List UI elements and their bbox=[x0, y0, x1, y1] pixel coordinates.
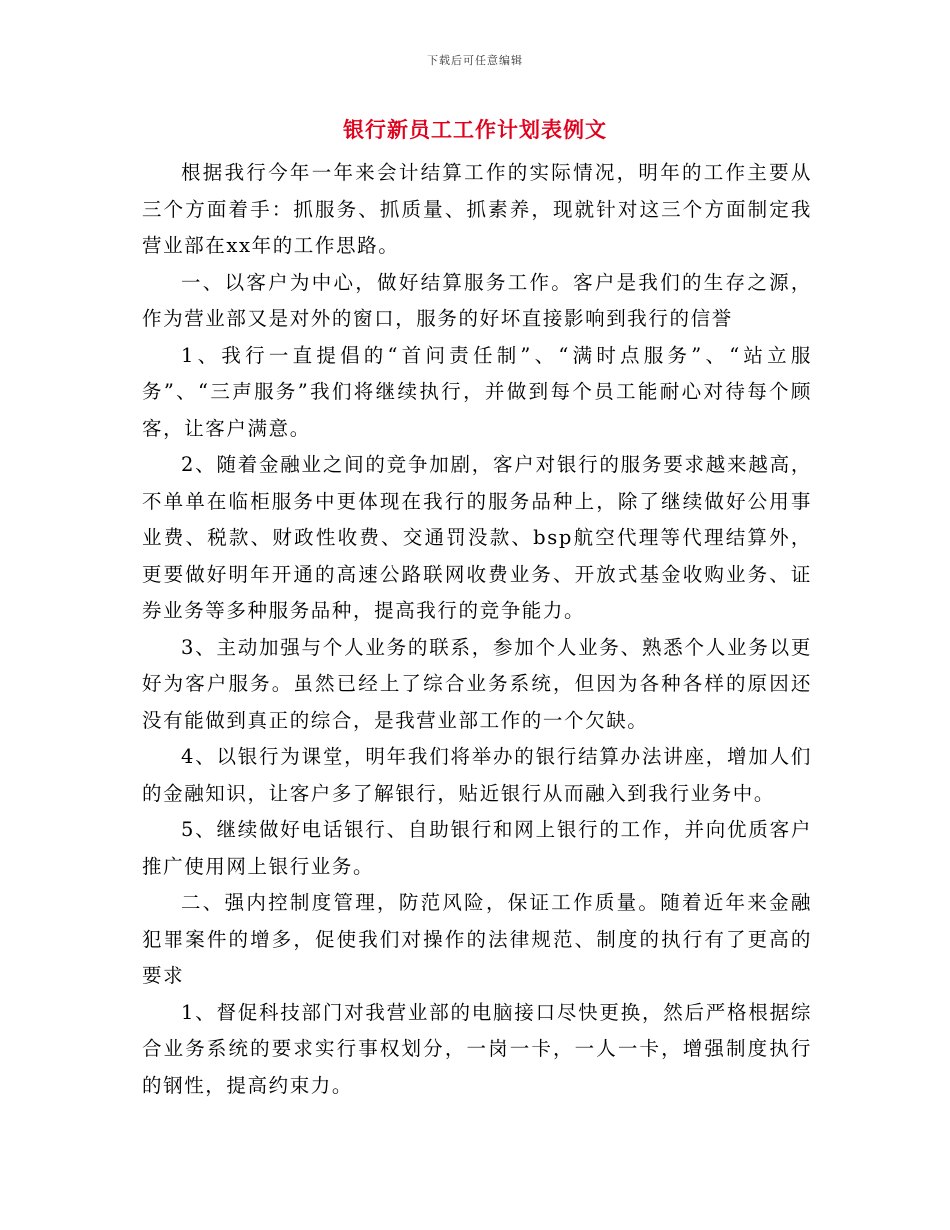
document-title: 银行新员工工作计划表例文 bbox=[343, 117, 607, 142]
page-header: 下载后可任意编辑 bbox=[427, 54, 523, 67]
paragraph-item-1-4: 4、以银行为课堂，明年我们将举办的银行结算办法讲座，增加人们的金融知识，让客户多了解银行，贴近银行从而融入到我行业务中。 bbox=[142, 745, 812, 805]
paragraph-section-2: 二、强内控制度管理，防范风险，保证工作质量。随着近年来金融犯罪案件的增多，促使我们对操作的法律规范、制度的执行有了更高的要求 bbox=[142, 891, 812, 987]
paragraph-item-1-1: 1、我行一直提倡的“首问责任制”、“满时点服务”、“站立服务”、“三声服务”我们将继续执行，并做到每个员工能耐心对待每个顾客，让客户满意。 bbox=[142, 343, 812, 440]
document-body bbox=[142, 155, 812, 1104]
paragraph-item-1-2: 2、随着金融业之间的竞争加剧，客户对银行的服务要求越来越高，不单单在临柜服务中更体现在我行的服务品种上，除了继续做好公用事业费、税款、财政性收费、交通罚没款、bsp航空代理等代理结算外，更要做好明年开通的高速公路联网收费业务、开放式基金收购业务、证券业务等多种服务品种，提高我行的竞争能力。 bbox=[142, 453, 812, 622]
paragraph-item-1-5: 5、继续做好电话银行、自助银行和网上银行的工作，并向优质客户推广使用网上银行业务。 bbox=[142, 818, 812, 878]
paragraph-item-1-3: 3、主动加强与个人业务的联系，参加个人业务、熟悉个人业务以更好为客户服务。虽然已经上了综合业务系统，但因为各种各样的原因还没有能做到真正的综合，是我营业部工作的一个欠缺。 bbox=[142, 635, 812, 732]
paragraph-section-1: 一、以客户为中心，做好结算服务工作。客户是我们的生存之源，作为营业部又是对外的窗口，服务的好坏直接影响到我行的信誉 bbox=[142, 270, 812, 330]
paragraph-intro: 根据我行今年一年来会计结算工作的实际情况，明年的工作主要从三个方面着手：抓服务、抓质量、抓素养，现就针对这三个方面制定我营业部在xx年的工作思路。 bbox=[142, 161, 812, 257]
paragraph-item-2-1: 1、督促科技部门对我营业部的电脑接口尽快更换，然后严格根据综合业务系统的要求实行事权划分，一岗一卡，一人一卡，增强制度执行的钢性，提高约束力。 bbox=[142, 1000, 812, 1097]
